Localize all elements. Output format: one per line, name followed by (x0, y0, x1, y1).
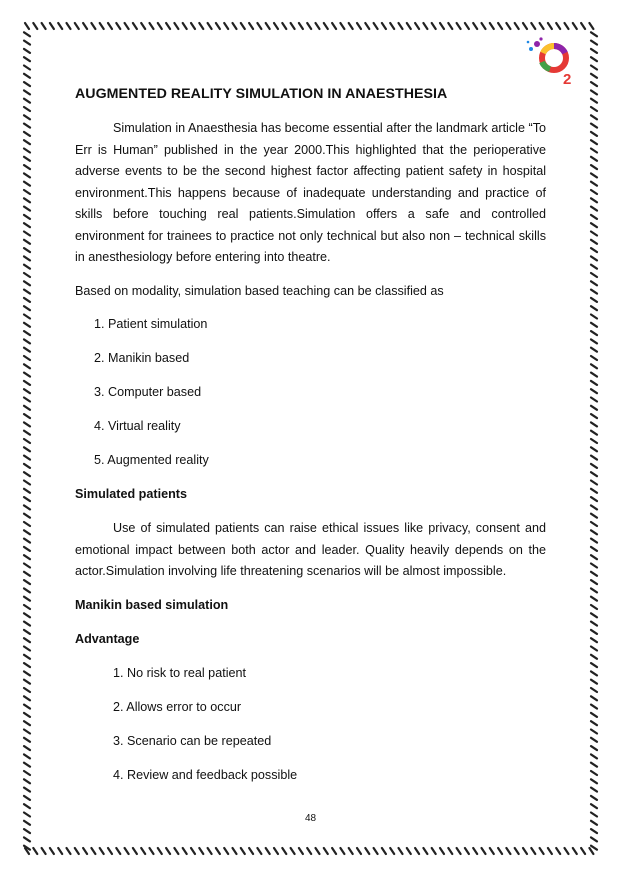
logo-subscript: 2 (563, 71, 572, 88)
page-number: 48 (304, 813, 317, 824)
intro-paragraph: Simulation in Anaesthesia has become essential after the landmark article “To Err is Human” published in the year 2000.This highlighted that the perioperative adverse events to be the second highest factor affecting patient safety in hospital environment.This happens because of inadequate understanding and practice of skills before touching real patients.Simulation offers a safe and controlled environment for trainees to practice not only technical but also non – technical skills in anesthesiology before entering into theatre. (75, 121, 546, 264)
list-item: 2. Allows error to occur (113, 699, 242, 714)
list-item: 1. No risk to real patient (113, 665, 246, 680)
list-item: 4. Virtual reality (94, 419, 181, 433)
classification-intro: Based on modality, simulation based teaching can be classified as (75, 283, 444, 298)
list-item: 5. Augmented reality (94, 453, 209, 467)
simulated-patients-paragraph: Use of simulated patients can raise ethical issues like privacy, consent and emotional impact between both actor and leader. Quality heavily depends on the actor.Simulation involving life threatening scenarios will be almost impossible. (75, 521, 546, 578)
page-title: AUGMENTED REALITY SIMULATION IN ANAESTHESIA (75, 86, 448, 102)
simulated-patients-heading: Simulated patients (75, 487, 187, 501)
advantage-list (75, 663, 546, 799)
list-item: 1. Patient simulation (94, 317, 208, 331)
page-content (75, 84, 546, 799)
advantage-heading: Advantage (75, 631, 140, 646)
list-item: 4. Review and feedback possible (113, 767, 298, 782)
list-item: 3. Scenario can be repeated (113, 733, 272, 748)
modality-list (75, 314, 546, 484)
list-item: 3. Computer based (94, 385, 202, 399)
manikin-heading: Manikin based simulation (75, 597, 229, 612)
o2-logo (524, 36, 580, 88)
list-item: 2. Manikin based (94, 351, 190, 365)
